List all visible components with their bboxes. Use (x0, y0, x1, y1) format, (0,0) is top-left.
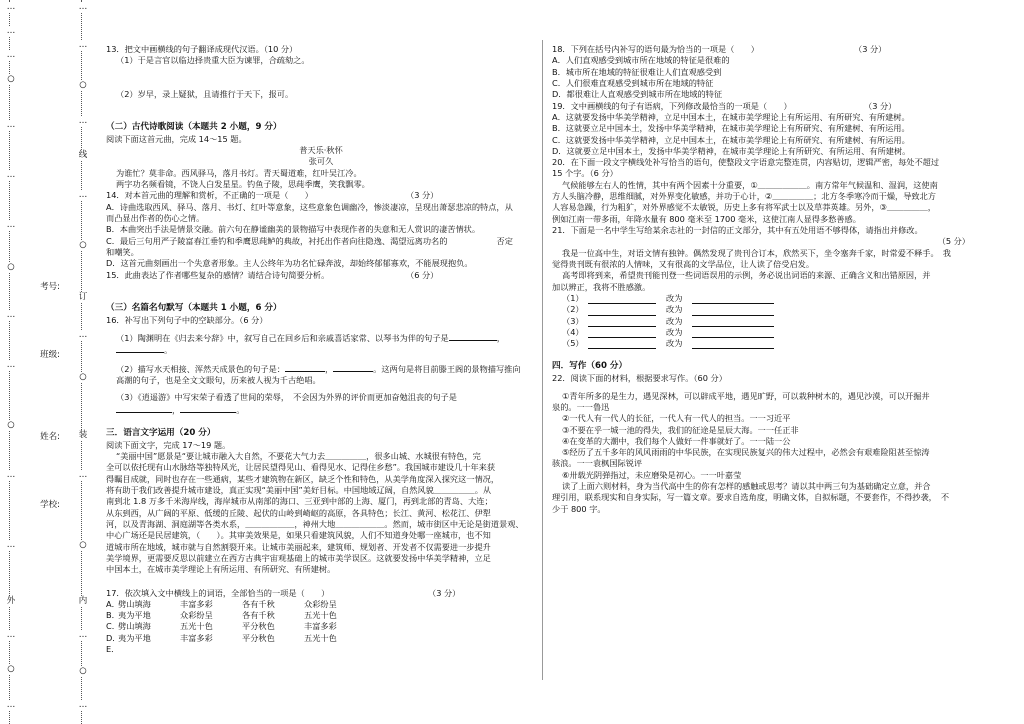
q16-item-1-cont: 。 (106, 344, 536, 356)
answer-blank[interactable] (180, 404, 236, 413)
section-recitation-title: （三）名篇名句默写（本题共 1 小题，6 分） (106, 302, 282, 313)
q16-item-2-cont: 高潮的句子，也是全文文眼句，历来被人视为千古绝唱。 (116, 374, 321, 385)
q20-passage: 人容易急躁，行为粗犷，对外界感觉不太敏锐，历史上多有将军武士以及草莽英雄。另外，③＿＿＿＿＿， (552, 202, 936, 213)
revision-row-2: （2） 改为 (552, 304, 970, 315)
answer-blank[interactable] (692, 318, 774, 327)
q20-passage: 例如江南一带多雨，年降水量有 800 毫米至 1700 毫米，这使江南人显得多愁善感。 (552, 213, 861, 224)
class-field: 班级: (40, 350, 60, 360)
q13-sentence-1: （1）于是言官以临边择贵重大臣为谏罪，合疏劾之。 (116, 55, 310, 66)
q19-option-a: A．这就要发扬中华美学精神，立足中国本土，在城市美学理论上有所运用、有所研究、有所建树。 (552, 111, 910, 122)
passage-line: 全可以依托现有山水脉络等独特风光，让居民望得见山、看得见水、记得住乡愁”。我国城市建设几十年来获 (106, 462, 496, 473)
answer-blank[interactable] (588, 295, 656, 304)
passage-line: “美丽中国”愿景是“要让城市融入大自然，不要花大气力去＿＿＿＿＿，很多山城、水城很有特色，完 (116, 451, 481, 462)
binding-circle: ○ (2, 664, 20, 674)
letter-line: 觉得贵刊既有很浓的人情味，又有很高的文学品位，让人读了倍受启发。 (552, 258, 815, 269)
passage-line: 中心广场还是民居建筑，（ ）。其审美效果是，如果只看建筑风貌，人们不知道身处哪一座城市，也不知 (106, 530, 491, 541)
section-poetry-intro: 阅读下面这首元曲，完成 14～15 题。 (106, 133, 247, 144)
binding-circle: ○ (2, 74, 20, 84)
passage-line: 美学境界，更需要反思以前建立在西方古典宇宙观基础上的城市美学误区。这就要发扬中华美学精神，立足 (106, 552, 491, 563)
letter-line: 高考即将到来，希望贵刊能刊登一些词语误用的示例，务必说出词语的来源、正确含义和出错原因，并 (562, 270, 931, 281)
exam-number-field: 考号: (40, 282, 60, 292)
binding-circle: ○ (74, 666, 92, 676)
q18-option-b: B．城市所在地域的特征很难让人们直观感受到 (552, 66, 722, 77)
answer-blank[interactable] (588, 318, 656, 327)
q21-score: （5 分） (937, 236, 970, 247)
binding-mark: … (2, 120, 20, 130)
revision-row-5: （5） 改为 (552, 338, 970, 349)
writing-requirement: 读了上面六则材料，身为当代高中生的你有怎样的感触或思考？请以其中两三句为基础确定立意，并合 (562, 481, 931, 492)
binding-mark: … (2, 2, 20, 12)
q22-stem: 22．阅读下面的材料，根据要求写作。（60 分） (552, 373, 727, 384)
q17-option-c: C． 劈山填海 五光十色 平分秋色 丰富多彩 (106, 621, 337, 632)
revision-row-1: （1） 改为 (552, 293, 970, 304)
binding-mark: … (2, 700, 20, 710)
section-poetry-title: （二）古代诗歌阅读（本题共 2 小题，9 分） (106, 121, 282, 132)
passage-line: 中国本土，在城市美学理论上有所运用、有所研究、有所建树。 (106, 564, 336, 575)
q17-stem: 17．依次填入文中横线上的词语，全部恰当的一项是（ ） （3 分） (106, 587, 461, 598)
answer-blank[interactable] (588, 340, 656, 349)
q14-option-b: B．本曲突出手法是情景交融。前六句在静谧幽美的景物描写中表现作者的失意和无人赏识的凄苦情状。 (106, 224, 481, 235)
binding-mark: … (2, 540, 20, 550)
section-language-intro: 阅读下面文字，完成 17～19 题。 (106, 439, 231, 450)
binding-mark: … (74, 630, 92, 640)
q20-passage: 方人头脑冷静，思维细腻，对外界变化敏感，并功于心计，②＿＿＿＿＿；北方冬季寒冷而干燥，导致北方 (552, 191, 936, 202)
q18-option-d: D．都很难让人直观感受到城市所在地域的特征 (552, 89, 723, 100)
binding-mark: … (74, 190, 92, 200)
answer-blank[interactable] (588, 329, 656, 338)
answer-blank[interactable] (692, 340, 774, 349)
answer-blank[interactable] (333, 363, 373, 372)
passage-line: 得瞩目成就，同时也存在一些通病，某些才建筑物在新区，缺乏个性和特色，从美学角度深入探究这一情况， (106, 473, 500, 484)
material-2: ②一代人有一代人的长征，一代人有一代人的担当。一一习近平 (562, 413, 791, 424)
page-divider (542, 40, 543, 680)
q21-stem: 21．下面是一名中学生写给某余志社的一封信的正文部分，其中有五处用语不够得体，请指出并修改。 (552, 225, 923, 235)
answer-blank[interactable] (116, 344, 164, 353)
binding-mark: … (2, 360, 20, 370)
material-4: ④在变革的大潮中，我们每个人做好一件事就好了。一一陆一公 (562, 435, 791, 446)
q20-stem-cont: 15 个字。（6 分） (552, 168, 618, 179)
binding-circle: ○ (2, 420, 20, 430)
binding-circle: ○ (74, 540, 92, 550)
q16-item-3: （3）《逍遥游》中写宋荣子看透了世间的荣辱， 不会因为外界的评价而更加奋勉沮丧的句子是 (116, 392, 457, 403)
writing-requirement: 少于 800 字。 (552, 503, 606, 514)
material-5: ⑤经历了五千多年的风风雨雨的中华民族，在实现民族复兴的伟大过程中，必然会有艰难险阻甚至惊涛 (562, 447, 930, 458)
q14-option-a-cont: 而凸显出作者的伤心之情。 (106, 212, 205, 223)
letter-line: 加以辨正，我将不胜感激。 (552, 281, 651, 292)
q18-option-c: C．人们很难直观感受到城市所在地域的特征 (552, 77, 714, 88)
answer-blank[interactable] (692, 307, 774, 316)
q17-option-b: B． 夷为平地 众彩纷呈 各有千秋 五光十色 (106, 610, 337, 621)
passage-line: 从东到西，从广阔的平原、低缓的丘陵、起伏的山岭到崎岖的高原，各具特色；长江、黄河、松花江、伊犁 (106, 507, 491, 518)
binding-margin-inner (72, 0, 94, 724)
q17-option-e: E． (106, 644, 120, 655)
binding-circle: ○ (74, 240, 92, 250)
binding-mark: … (2, 310, 20, 320)
q19-option-d: D．这就要立足中国本土，发扬中华美学精神，在城市美学理论上有所研究、有所运用、有所建树。 (552, 145, 911, 156)
passage-line: 道城市所在地域，城市就与自然割裂开来。让城市美丽起来，建筑师、规划者、开发者不仅需要进一步提升 (106, 541, 491, 552)
revision-row-3: （3） 改为 (552, 316, 970, 327)
q19-stem: 19．文中画横线的句子有语病，下列修改最恰当的一项是（ ） （3 分） (552, 100, 897, 111)
q19-option-b: B．这就要立足中国本土，发扬中华美学精神，在城市美学理论上有所研究、有所建树、有所运用。 (552, 123, 910, 134)
q19-option-c: C．这就要发扬中华美学精神，立足中国本土，在城市美学理论上有所研究、有所建树、有所运用。 (552, 134, 910, 145)
poem-line-2: 两字功名频看镜，不饶人白发星星。钓鱼子陵，思莼季鹰，笑我飘零。 (116, 179, 370, 190)
binding-label-bind: 装 (74, 430, 92, 440)
passage-line: 将有助于我们改善提升城市建设，真正实现“美丽中国”美好目标。中国地域辽阔，自然风貌＿＿＿＿＿。从 (106, 485, 492, 496)
q13-sentence-2: （2）岁早，录上疑狱，且请推行于天下，报可。 (116, 88, 294, 99)
writing-requirement: 理引用，联系现实和自身实际，写一篇文章。要求自选角度，明确文体，自拟标题，不要套作，不得抄袭， 不 (552, 492, 950, 503)
q16-stem: 16．补写出下列句子中的空缺部分。（6 分） (106, 314, 268, 325)
binding-dotted-line (81, 0, 82, 724)
binding-mark: … (2, 170, 20, 180)
q14-option-c: C．最后三句用严子陵富春江垂钓和季鹰思莼鲈的典故，衬托出作者向往隐逸、渴望远离功名的 否定 (106, 235, 513, 246)
q14-option-d: D．这首元曲刻画出一个失意者形象。主人公终年为功名忙碌奔波，却始终郁郁寡欢，不能展现抱负。 (106, 258, 473, 269)
poem-title: 普天乐·秋怀 (299, 145, 343, 156)
answer-blank[interactable] (285, 363, 325, 372)
binding-mark: … (74, 40, 92, 50)
answer-blank[interactable] (449, 332, 497, 341)
q16-item-3-cont: ， 。 (106, 404, 536, 416)
section-language-title: 三．语言文字运用（20 分） (106, 427, 216, 438)
q20-stem: 20．在下面一段文字横线处补写恰当的语句，使整段文字语意完整连贯，内容贴切，逻辑严密，每处不超过 (552, 157, 940, 168)
left-page (106, 44, 536, 655)
q18-option-a: A．人们直观感受到城市所在地域的特征是很难的 (552, 55, 730, 66)
letter-line: 我是一位高中生，对语文情有独钟。偶然发现了贵刊合订本，欣然买下，坐令塞奔千家，时常爱不释手。 我 (562, 247, 951, 258)
binding-mark: … (2, 630, 20, 640)
material-3: ③不要在乎一城一池的得失，我们的征途是星辰大海。一一任正非 (562, 424, 799, 435)
binding-mark: … (74, 116, 92, 126)
q15-stem: 15．此曲表达了作者哪些复杂的感情？请结合诗句简要分析。 （6 分） (106, 269, 439, 280)
binding-label-line: 线 (74, 150, 92, 160)
binding-mark: … (74, 2, 92, 12)
poem-author: 张可久 (308, 156, 334, 167)
material-1: ①青年所多的是生力，遇见深林，可以辟成平地，遇见旷野，可以栽种树木的，遇见沙漠，可以开掘井 (562, 390, 930, 401)
binding-circle: ○ (74, 372, 92, 382)
school-field: 学校: (40, 500, 60, 510)
binding-circle: ○ (2, 262, 20, 272)
answer-blank[interactable] (116, 404, 172, 413)
q16-item-1: （1）陶渊明在《归去来兮辞》中，叙写自己在回乡后和亲戚喜话家常、以琴书为伴的句子是 ， (116, 333, 505, 344)
binding-label-outer: 外 (2, 596, 20, 606)
poem-line-1: 为谁忙？莫非命。西风驿马，落月书灯。青天蜀道难，红叶吴江冷。 (116, 167, 362, 178)
binding-label-staple: 订 (74, 292, 92, 302)
passage-line: 南到北 1.8 万多千米海岸线，海岸城市从南部的海口、三亚到中部的上海、厦门，再到北部的青岛、大连； (106, 496, 493, 507)
material-1-cont: 泉的。一一鲁迅 (552, 401, 610, 412)
binding-mark: … (74, 700, 92, 710)
binding-mark: … (2, 50, 20, 60)
revision-row-4: （4） 改为 (552, 327, 970, 338)
name-field: 姓名: (40, 432, 60, 442)
q17-option-d: D． 夷为平地 丰富多彩 平分秋色 五光十色 (106, 632, 337, 643)
q17-option-a: A． 劈山填海 丰富多彩 各有千秋 众彩纷呈 (106, 598, 337, 609)
binding-label-inner: 内 (74, 596, 92, 606)
q14-option-c-cont: 和嘲笑。 (106, 246, 139, 257)
binding-mark: … (2, 470, 20, 480)
binding-margin-outer (0, 0, 22, 724)
q14-stem: 14．对本首元曲的理解和赏析，不正确的一项是（ ） （3 分） (106, 190, 439, 201)
binding-mark: … (2, 26, 20, 36)
q13-stem: 13．把文中画横线的句子翻译成现代汉语。（10 分） (106, 44, 298, 54)
binding-mark: … (2, 220, 20, 230)
material-6: ⑥卅载光阴弹指过，未应磨染是初心。一一叶嘉莹 (562, 469, 742, 480)
answer-blank[interactable] (692, 329, 774, 338)
q18-stem: 18．下列在括号内补写的语句最为恰当的一项是（ ） （3 分） (552, 44, 887, 54)
right-page (552, 44, 970, 515)
binding-circle: ○ (74, 80, 92, 90)
section-writing-title: 四．写作（60 分） (552, 361, 628, 372)
answer-blank[interactable] (692, 295, 774, 304)
passage-line: 河，以及青海湖、洞庭湖等各类水系，＿＿＿＿＿＿，神州大地＿＿＿＿＿＿。然而，城市街区中无论是街道景观、 (106, 518, 524, 529)
material-5-cont: 骇浪。一一袁枫国际锐评 (552, 458, 643, 469)
q16-item-2: （2）描写水天相接、浑然天成景色的句子是： ， 。这两句是将目前滕王阁的景物描写推向 (116, 363, 521, 374)
q14-option-a: A．诗曲选取西风、驿马、落月、书灯、红叶等意象，这些意象色调幽冷，惨淡凄凉，呈现出萧瑟悲凉的特点，从 (106, 201, 513, 212)
binding-mark: … (74, 330, 92, 340)
binding-mark: … (74, 470, 92, 480)
q20-passage: 气候能够左右人的性情，其中有两个因素十分重要，①＿＿＿＿＿＿。南方常年气候温和、湿润，这使南 (562, 179, 938, 190)
answer-blank[interactable] (588, 307, 656, 316)
